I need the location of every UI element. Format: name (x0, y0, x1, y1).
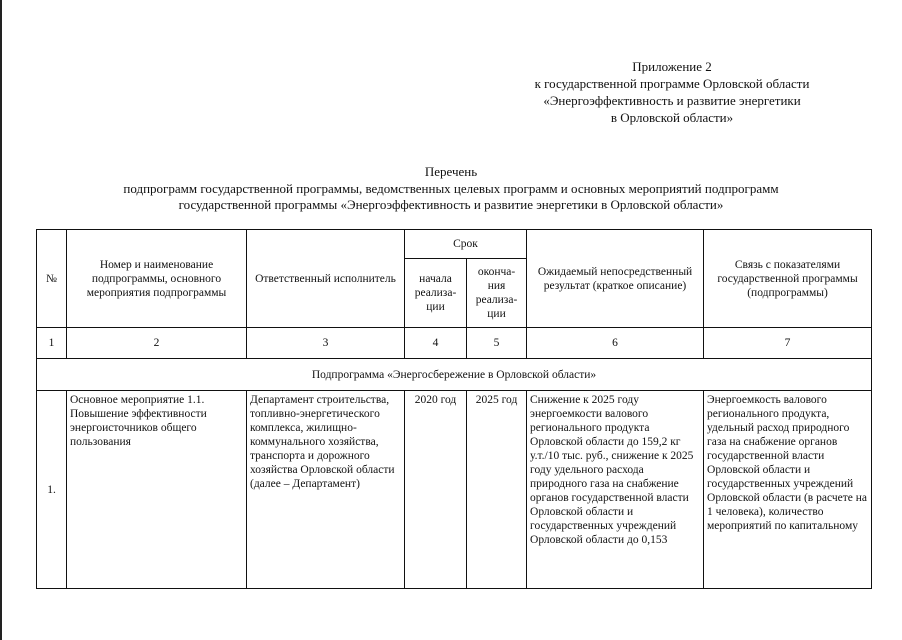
header-link: Связь с показателями государственной программы (подпрограммы) (704, 230, 872, 328)
appendix-program-ref: к государственной программе Орловской области (534, 76, 810, 91)
header-result: Ожидаемый непосредственный результат (краткое описание) (527, 230, 704, 328)
page-edge-line (0, 0, 2, 640)
header-end: оконча-ния реализа-ции (467, 259, 527, 328)
row-indicator-link: Энергоемкость валового регионального продукта, удельный расход природного газа на снабжение органов государственной власти Орловской области и государственных учреждений Орловской области (в расчете на 1 человека), количество мероприятий по капитальному (704, 391, 872, 589)
column-number: 2 (67, 328, 247, 359)
subprograms-table (36, 229, 872, 589)
row-activity-name: Основное мероприятие 1.1. Повышение эффективности энергоисточников общего пользования (67, 391, 247, 589)
appendix-program-name-1: «Энергоэффективность и развитие энергетики (543, 93, 801, 108)
row-start-year: 2020 год (405, 391, 467, 589)
header-num: № (37, 230, 67, 328)
title-subheading-1: подпрограмм государственной программы, ведомственных целевых программ и основных мероприятий подпрограмм (123, 180, 779, 196)
header-start: начала реализа-ции (405, 259, 467, 328)
column-number-row (37, 328, 872, 359)
appendix-number: Приложение 2 (632, 59, 712, 74)
table-row (37, 391, 872, 589)
row-end-year: 2025 год (467, 391, 527, 589)
row-number: 1. (37, 391, 67, 589)
title-heading: Перечень (424, 164, 478, 179)
column-number: 1 (37, 328, 67, 359)
subprogram-title: Подпрограмма «Энергосбережение в Орловской области» (37, 359, 872, 391)
column-number: 7 (704, 328, 872, 359)
row-expected-result: Снижение к 2025 году энергоемкости валового регионального продукта Орловской области до 159,2 кг у.т./10 тыс. руб., снижение к 2025 году удельного расхода природного газа на снабжение органов государственной власти Орловской области и государственных учреждений Орловской области до 0,153 (527, 391, 704, 589)
subprogram-row (37, 359, 872, 391)
header-term: Срок (405, 230, 527, 259)
appendix-program-name-2: в Орловской области» (610, 110, 734, 125)
header-row-1 (37, 230, 872, 259)
header-name: Номер и наименование подпрограммы, основного мероприятия подпрограммы (67, 230, 247, 328)
title-subheading-2: государственной программы «Энергоэффективность и развитие энергетики в Орловской области» (178, 197, 724, 212)
header-executor: Ответственный исполнитель (247, 230, 405, 328)
document-title (0, 164, 902, 214)
column-number: 3 (247, 328, 405, 359)
column-number: 4 (405, 328, 467, 359)
appendix-header (496, 58, 848, 126)
row-executor: Департамент строительства, топливно-энергетического комплекса, жилищно-коммунального хозяйства, транспорта и дорожного хозяйства Орловской области (далее – Департамент) (247, 391, 405, 589)
column-number: 5 (467, 328, 527, 359)
column-number: 6 (527, 328, 704, 359)
